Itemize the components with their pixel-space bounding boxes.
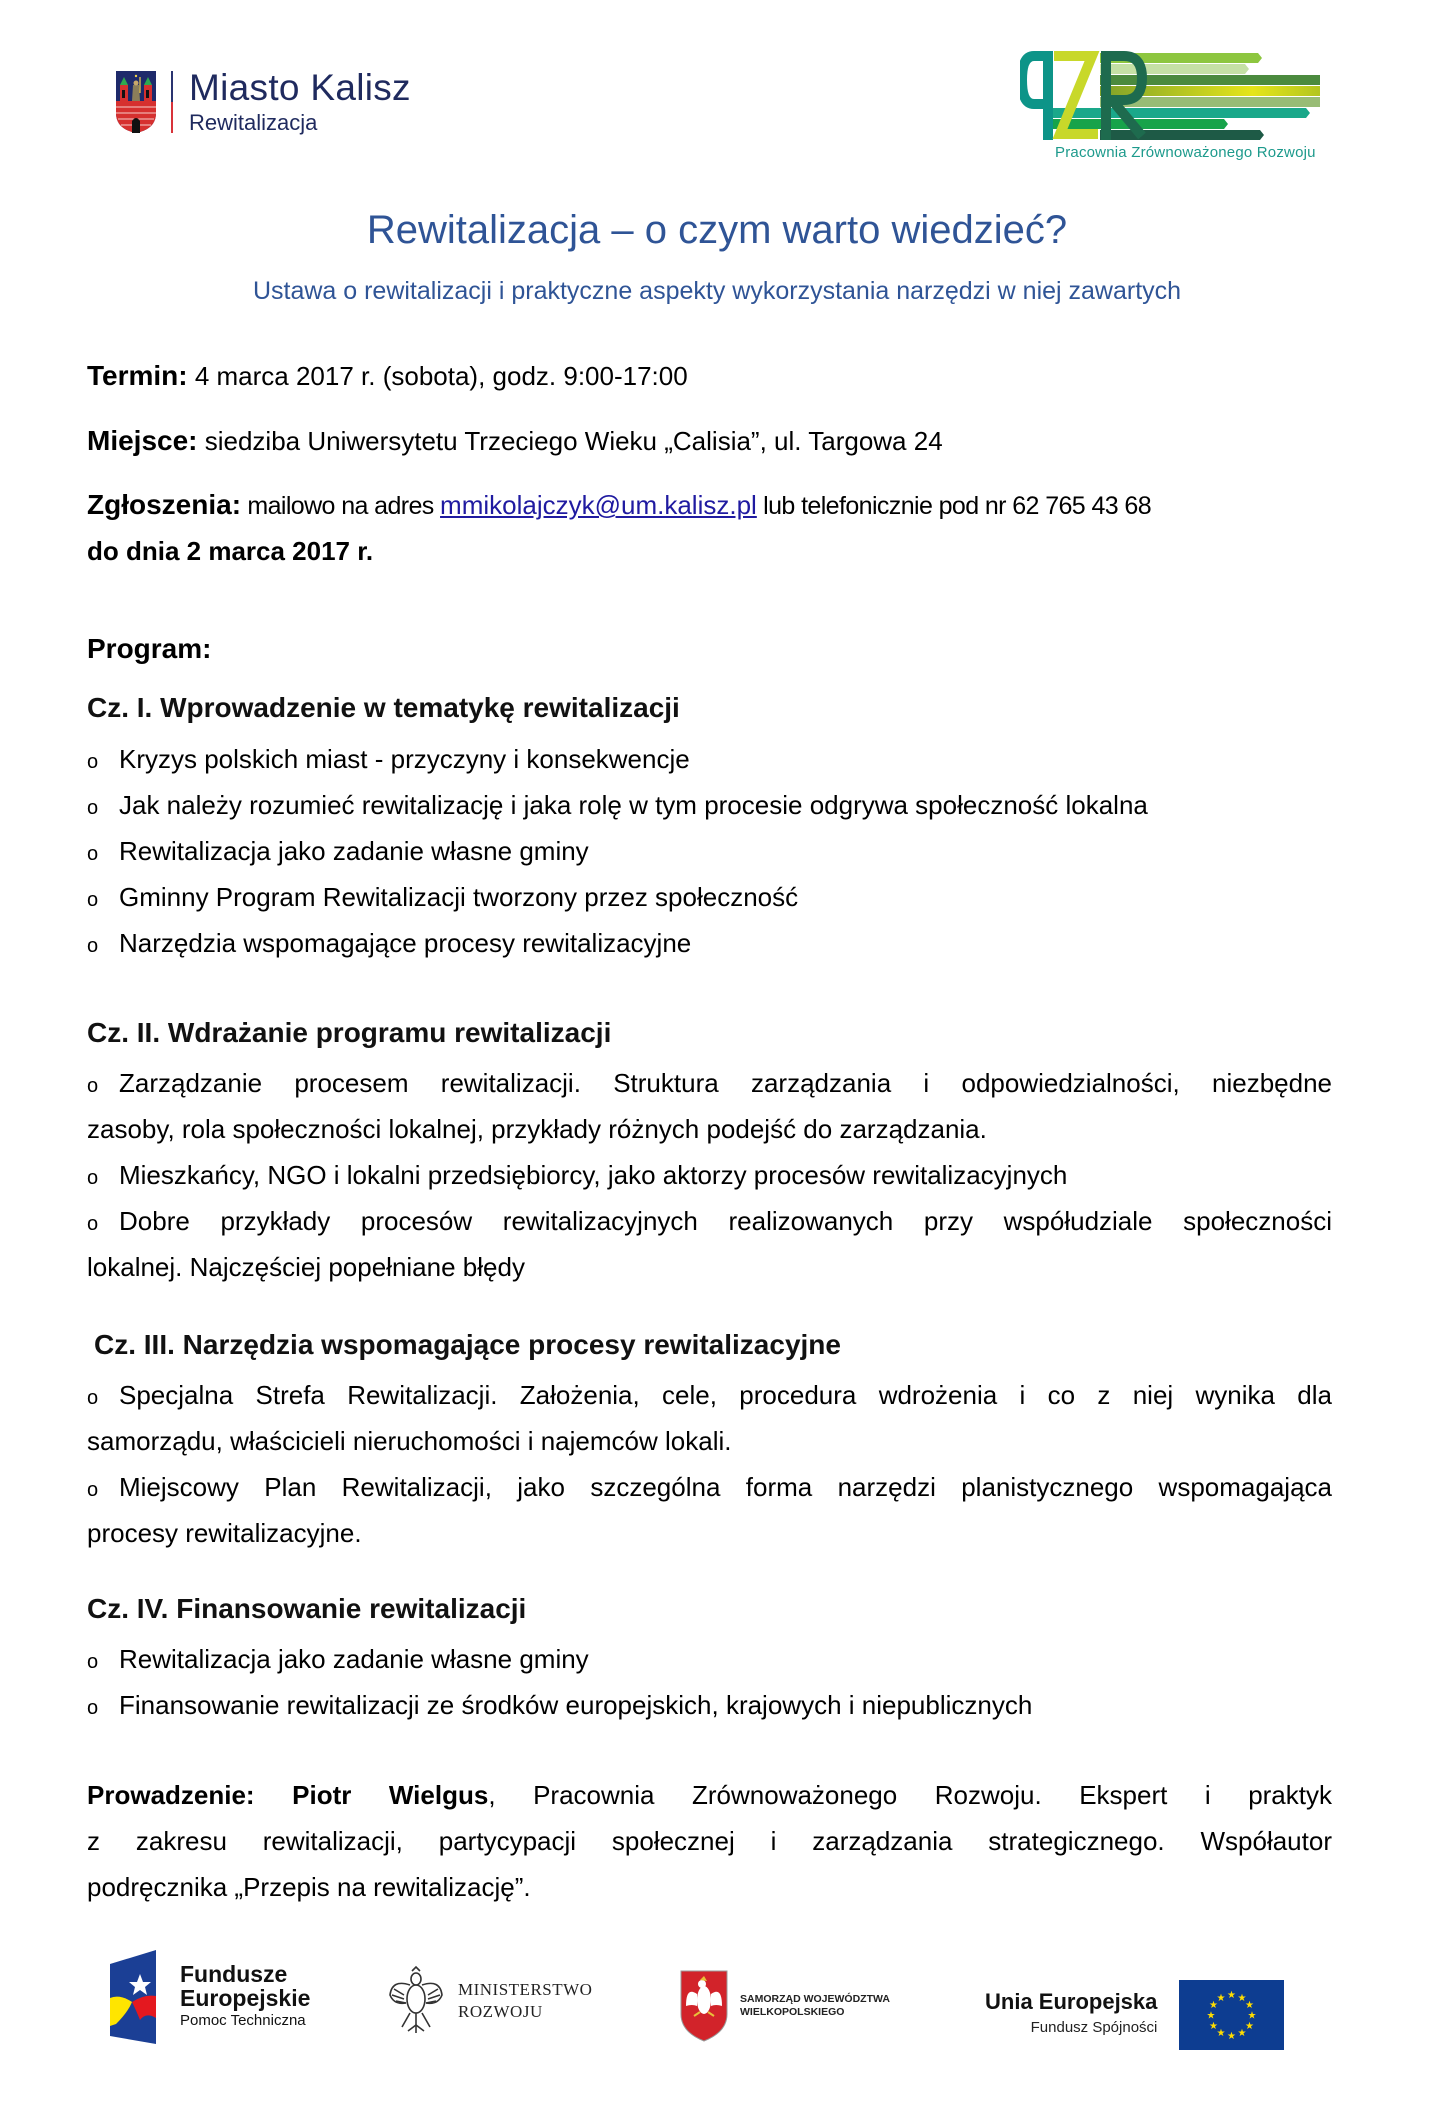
samorzad-wojewodztwa-logo: SAMORZĄD WOJEWÓDZTWA WIELKOPOLSKIEGO <box>680 1970 890 2042</box>
svg-text:★: ★ <box>1247 2010 1257 2022</box>
list-item-continuation: zasoby, rola społeczności lokalnej, przykłady różnych podejść do zarządzania. <box>87 1114 987 1144</box>
bullet-icon: o <box>87 1213 99 1235</box>
list-item: o Rewitalizacja jako zadanie własne gminy <box>87 1642 1332 1679</box>
polish-eagle-icon <box>388 1965 444 2037</box>
list-item-continuation: procesy rewitalizacyjne. <box>87 1518 362 1548</box>
wielkopolska-eagle-shield-icon <box>680 1970 728 2042</box>
list-item-continuation: lokalnej. Najczęściej popełniane błędy <box>87 1252 525 1282</box>
svg-text:★: ★ <box>1209 2021 1219 2032</box>
bullet-icon: o <box>87 1075 99 1097</box>
section-1-heading: Cz. I. Wprowadzenie w tematykę rewitalizacji <box>87 692 680 723</box>
termin-label: Termin: <box>87 360 188 391</box>
prowadzenie-line-1: Prowadzenie: Piotr Wielgus, Pracownia Zrównoważonego Rozwoju. Ekspert i praktyk <box>87 1780 1332 1810</box>
prowadzenie-label: Prowadzenie: <box>87 1780 255 1810</box>
page-title: Rewitalizacja – o czym warto wiedzieć? <box>366 208 1068 252</box>
list-item: o Specjalna Strefa Rewitalizacji. Założenia, cele, procedura wdrożenia i co z niej wynika dla <box>87 1378 1332 1415</box>
miejsce-value: siedziba Uniwersytetu Trzeciego Wieku „Calisia”, ul. Targowa 24 <box>197 426 943 456</box>
zgloszenia-suffix: lub telefonicznie pod nr 62 765 43 68 <box>756 492 1152 520</box>
list-item: o Kryzys polskich miast - przyczyny i konsekwencje <box>87 742 1332 779</box>
bullet-icon: o <box>87 751 99 773</box>
bullet-icon: o <box>87 1479 99 1501</box>
trainer-name: Piotr Wielgus <box>292 1780 489 1810</box>
kalisz-coat-of-arms-icon <box>116 71 156 133</box>
pzr-caption: Pracownia Zrównoważonego Rozwoju <box>1055 144 1316 161</box>
list-item: o Jak należy rozumieć rewitalizację i jaka rolę w tym procesie odgrywa społeczność lokalna <box>87 788 1332 825</box>
list-item: o Miejscowy Plan Rewitalizacji, jako szczególna forma narzędzi planistycznego wspomagająca <box>87 1470 1332 1507</box>
list-item: o Gminny Program Rewitalizacji tworzony przez społeczność <box>87 880 1332 917</box>
zgloszenia-label: Zgłoszenia: <box>87 489 242 520</box>
svg-text:★: ★ <box>1227 2031 1237 2042</box>
bullet-icon: o <box>87 797 99 819</box>
eu-flag-icon <box>1179 1980 1284 2050</box>
termin-row <box>87 359 1332 393</box>
fundusze-europejskie-icon <box>110 1950 156 2044</box>
bullet-icon: o <box>87 935 99 957</box>
section-2-heading: Cz. II. Wdrażanie programu rewitalizacji <box>87 1017 612 1048</box>
footer-logos <box>0 1950 1434 2050</box>
list-item: o Zarządzanie procesem rewitalizacji. Struktura zarządzania i odpowiedzialności, niezbędne <box>87 1066 1332 1103</box>
list-item: o Narzędzia wspomagające procesy rewitalizacyjne <box>87 926 1332 963</box>
ministerstwo-rozwoju-logo: MINISTERSTWO ROZWOJU <box>388 1965 592 2037</box>
svg-text:★: ★ <box>1245 2000 1255 2011</box>
list-item: o Finansowanie rewitalizacji ze środków europejskich, krajowych i niepublicznych <box>87 1688 1332 1725</box>
program-label: Program: <box>87 633 212 664</box>
svg-text:★: ★ <box>1216 1993 1226 2004</box>
prowadzenie-line-2: z zakresu rewitalizacji, partycypacji społecznej i zarządzania strategicznego. Współautor <box>87 1826 1332 1856</box>
logo-subtitle: Rewitalizacja <box>189 110 318 135</box>
svg-text:★: ★ <box>1216 2028 1226 2039</box>
list-item: o Dobre przykłady procesów rewitalizacyjnych realizowanych przy współudziale społeczności <box>87 1204 1332 1241</box>
svg-text:★: ★ <box>1209 2000 1219 2011</box>
page-subtitle: Ustawa o rewitalizacji i praktyczne aspekty wykorzystania narzędzi w niej zawartych <box>252 277 1182 305</box>
svg-text:★: ★ <box>1206 2010 1216 2022</box>
zgloszenia-row <box>87 488 1332 523</box>
miasto-kalisz-logo <box>116 68 411 136</box>
zgloszenia-prefix: mailowo na adres <box>241 492 441 520</box>
svg-text:★: ★ <box>1245 2021 1255 2032</box>
bullet-icon: o <box>87 1697 99 1719</box>
miejsce-row <box>87 424 1332 458</box>
svg-text:★: ★ <box>1227 1990 1237 2001</box>
list-item: o Mieszkańcy, NGO i lokalni przedsiębiorcy, jako aktorzy procesów rewitalizacyjnych <box>87 1158 1332 1195</box>
email-link[interactable]: mmikolajczyk@um.kalisz.pl <box>440 490 757 520</box>
logo-divider <box>171 71 173 133</box>
bullet-icon: o <box>87 1651 99 1673</box>
svg-text:★: ★ <box>1237 1993 1247 2004</box>
section-3-heading: Cz. III. Narzędzia wspomagające procesy rewitalizacyjne <box>94 1329 841 1360</box>
fundusze-europejskie-logo: Fundusze Europejskie Pomoc Techniczna <box>110 1950 310 2044</box>
prowadzenie-line-3: podręcznika „Przepis na rewitalizację”. <box>87 1872 531 1902</box>
bullet-icon: o <box>87 843 99 865</box>
miejsce-label: Miejsce: <box>87 425 198 456</box>
unia-europejska-logo: Unia Europejska Fundusz Spójności ★ ★ ★ ★ ★ ★ ★ ★ ★ ★ ★ ★ <box>985 1980 1284 2050</box>
deadline: do dnia 2 marca 2017 r. <box>87 536 374 566</box>
bullet-icon: o <box>87 1387 99 1409</box>
svg-text:★: ★ <box>1237 2028 1247 2039</box>
bullet-icon: o <box>87 1167 99 1189</box>
logo-title: Miasto Kalisz <box>189 67 411 108</box>
bullet-icon: o <box>87 889 99 911</box>
section-4-heading: Cz. IV. Finansowanie rewitalizacji <box>87 1593 527 1624</box>
termin-value: 4 marca 2017 r. (sobota), godz. 9:00-17:00 <box>187 361 688 391</box>
list-item-continuation: samorządu, właścicieli nieruchomości i najemców lokali. <box>87 1426 732 1456</box>
list-item: o Rewitalizacja jako zadanie własne gminy <box>87 834 1332 871</box>
